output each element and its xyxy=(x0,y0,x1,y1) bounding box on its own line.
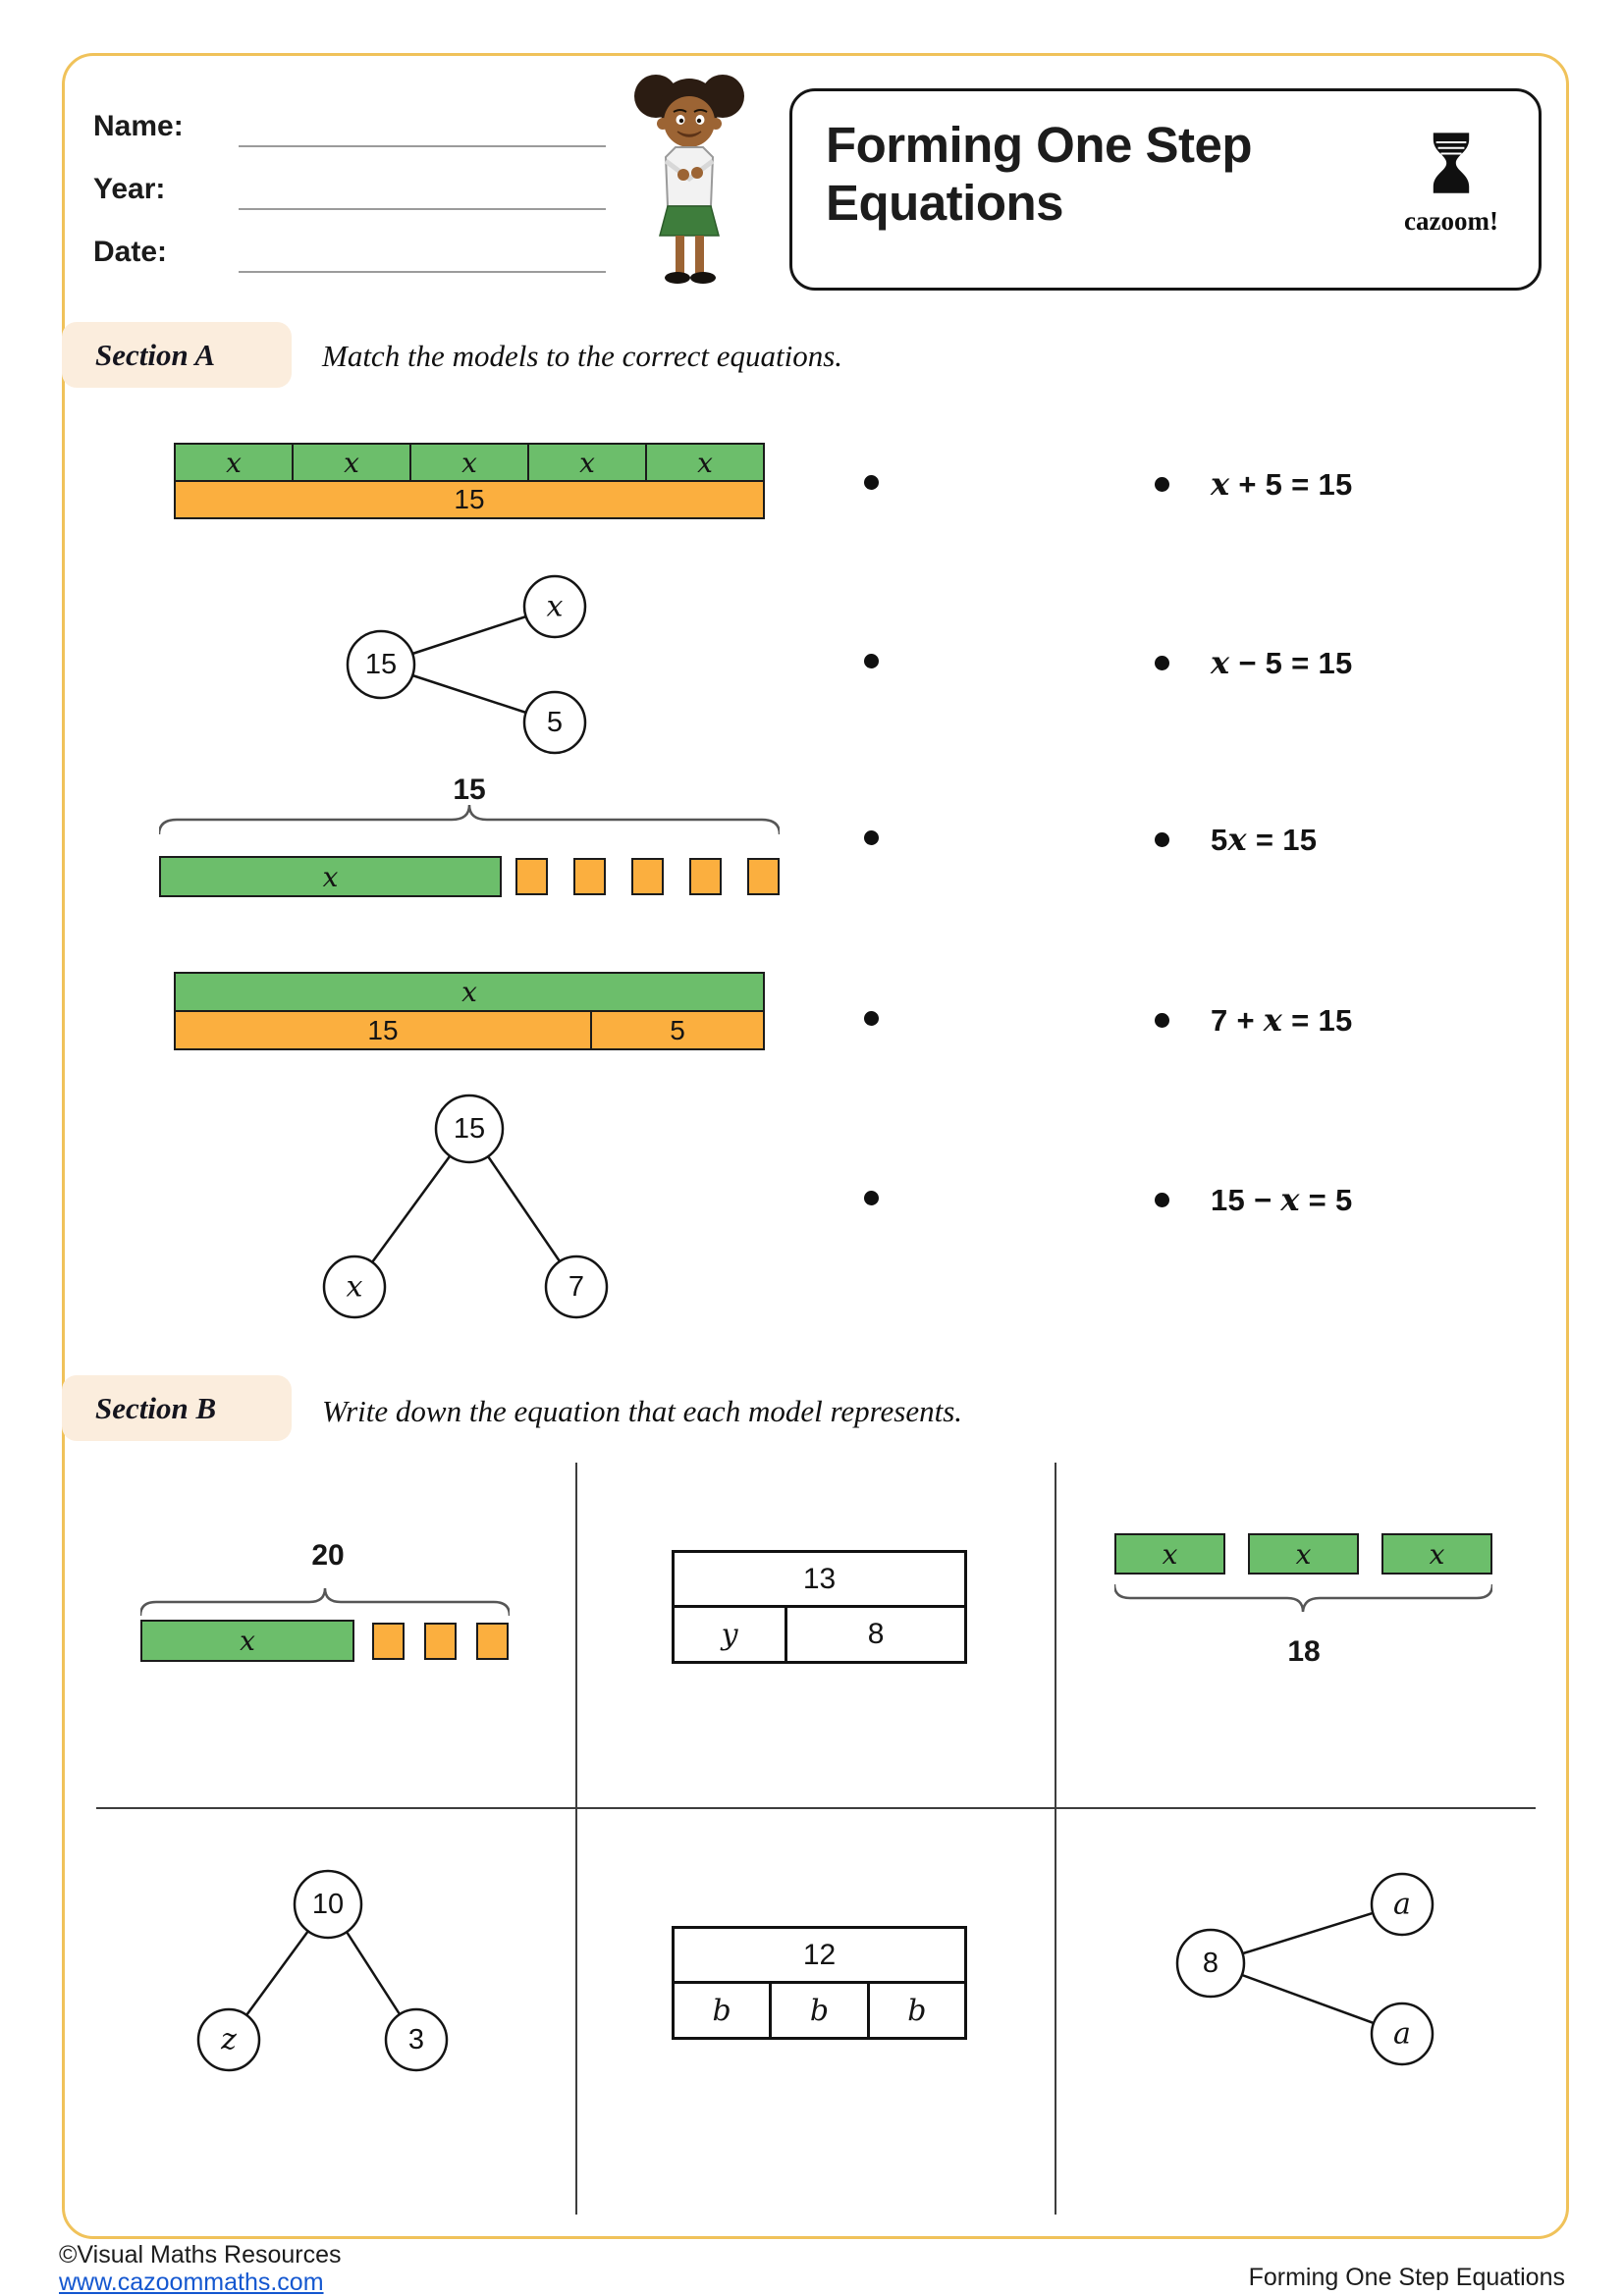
underbrace xyxy=(1114,1584,1492,1612)
mascot-hand xyxy=(691,167,703,179)
part-value: z xyxy=(221,2022,237,2057)
match-dot-right xyxy=(1155,656,1169,670)
part-value: 5 xyxy=(546,707,564,738)
bar-model-five-x xyxy=(174,443,765,482)
connector-line xyxy=(488,1156,560,1261)
model-cell: x xyxy=(409,443,529,482)
unit-square xyxy=(631,858,664,895)
website-link[interactable]: www.cazoommaths.com xyxy=(59,2269,324,2296)
title-line-1: Forming One Step xyxy=(826,117,1253,173)
title-line-2: Equations xyxy=(826,174,1064,231)
brace-label: 18 xyxy=(1287,1635,1321,1668)
whole-value: 15 xyxy=(453,1113,486,1145)
part-whole-model-15-x-5 xyxy=(324,567,619,759)
part-whole-model-10-z-3 xyxy=(177,1867,481,2093)
model-cell: x xyxy=(1381,1533,1492,1575)
connector-line xyxy=(347,1932,400,2014)
mascot-shoe xyxy=(665,272,690,284)
overbrace xyxy=(159,805,780,834)
match-row xyxy=(1155,1001,1353,1039)
model-cell: 8 xyxy=(785,1608,964,1661)
part-value: a xyxy=(1393,1887,1411,1922)
mascot-illustration xyxy=(619,63,776,289)
date-input-line[interactable] xyxy=(239,232,606,273)
match-dot-left xyxy=(864,1011,879,1026)
mascot-leg xyxy=(695,236,704,273)
part-value: 3 xyxy=(407,2024,425,2056)
whole-value: 15 xyxy=(364,649,398,680)
section-b-label: Section B xyxy=(95,1390,217,1425)
worksheet-title xyxy=(826,117,1252,232)
part-value: x xyxy=(346,1269,363,1305)
connector-line xyxy=(1242,1975,1374,2023)
connector-line xyxy=(246,1931,308,2015)
overbrace xyxy=(140,1588,510,1616)
x-bar xyxy=(174,972,765,1012)
equation-text: 15 − x = 5 xyxy=(1211,1181,1353,1218)
table-total: 12 xyxy=(675,1929,964,1984)
unit-squares xyxy=(372,1623,509,1660)
unit-squares xyxy=(515,858,780,895)
unit-square xyxy=(424,1623,457,1660)
unit-square xyxy=(573,858,606,895)
match-dot-right xyxy=(1155,1013,1169,1028)
copyright-text: ©Visual Maths Resources xyxy=(59,2241,342,2269)
connector-line xyxy=(412,675,526,713)
mascot-leg xyxy=(676,236,684,273)
unit-square xyxy=(515,858,548,895)
part-bar-15 xyxy=(174,1010,592,1050)
part-value: 7 xyxy=(568,1271,585,1303)
x-bar-label: x xyxy=(322,860,339,893)
equation-text: 7 + x = 15 xyxy=(1211,1001,1353,1039)
table-row xyxy=(675,1608,964,1661)
model-cell: y xyxy=(675,1608,785,1661)
table-row xyxy=(675,1984,964,2037)
model-cell: x xyxy=(1248,1533,1359,1575)
bar-table-13 xyxy=(672,1550,967,1664)
bar-total-label: 15 xyxy=(454,484,485,514)
section-a-pill xyxy=(62,322,292,388)
x-bar-label: x xyxy=(240,1625,255,1657)
model-cell: x xyxy=(1114,1533,1225,1575)
name-input-line[interactable] xyxy=(239,106,606,147)
section-b-instruction: Write down the equation that each model represents. xyxy=(322,1394,963,1428)
part-whole-model-15-x-7 xyxy=(314,1085,628,1325)
part-bar-label: 15 xyxy=(367,1014,399,1045)
connector-line xyxy=(1243,1913,1373,1953)
match-row xyxy=(1155,465,1353,503)
match-row xyxy=(1155,1181,1353,1218)
x-bar-label: x xyxy=(461,976,477,1008)
title-box xyxy=(789,88,1542,291)
mascot-skirt xyxy=(660,206,719,236)
grid-divider-horizontal xyxy=(96,1807,1536,1809)
cazoom-logo xyxy=(1391,131,1511,237)
section-a-instruction: Match the models to the correct equations. xyxy=(322,339,843,373)
mascot-shoe xyxy=(690,272,716,284)
model-cell: x xyxy=(527,443,647,482)
mascot-face xyxy=(664,96,715,147)
match-dot-left xyxy=(864,1191,879,1205)
model-cell: x xyxy=(645,443,765,482)
year-label: Year: xyxy=(93,173,166,205)
brace-label: 20 xyxy=(311,1539,345,1572)
part-bar-5 xyxy=(590,1010,765,1050)
connector-line xyxy=(372,1156,450,1262)
unit-square xyxy=(372,1623,405,1660)
mascot-pupil xyxy=(697,119,701,123)
name-label: Name: xyxy=(93,110,184,142)
match-dot-right xyxy=(1155,832,1169,847)
match-dot-left xyxy=(864,830,879,845)
section-a-label: Section A xyxy=(95,337,216,372)
x-boxes xyxy=(1114,1533,1492,1575)
match-row xyxy=(1155,644,1353,681)
model-cell: b xyxy=(769,1984,866,2037)
unit-square xyxy=(476,1623,509,1660)
grid-divider-vertical xyxy=(575,1463,577,2215)
year-input-line[interactable] xyxy=(239,169,606,210)
x-bar xyxy=(140,1620,354,1662)
model-cell: b xyxy=(675,1984,769,2037)
date-label: Date: xyxy=(93,236,168,268)
part-whole-model-8-a-a xyxy=(1159,1861,1483,2077)
match-dot-left xyxy=(864,475,879,490)
model-cell: b xyxy=(867,1984,964,2037)
section-b-pill xyxy=(62,1375,292,1441)
grid-divider-vertical xyxy=(1055,1463,1056,2215)
model-cell: x xyxy=(292,443,411,482)
brace-label: 15 xyxy=(453,774,486,806)
match-row xyxy=(1155,821,1317,858)
part-bar-label: 5 xyxy=(670,1014,685,1045)
connector-line xyxy=(412,616,526,654)
part-value: a xyxy=(1393,2016,1411,2052)
footer-doc-title: Forming One Step Equations xyxy=(1248,2264,1565,2291)
match-dot-right xyxy=(1155,477,1169,492)
match-dot-left xyxy=(864,654,879,668)
mascot-pupil xyxy=(679,119,683,123)
model-cell: x xyxy=(174,443,294,482)
mascot-hand xyxy=(677,169,689,181)
equation-text: x + 5 = 15 xyxy=(1211,465,1353,503)
unit-square xyxy=(689,858,722,895)
x-bar xyxy=(159,856,502,897)
cazoom-logo-icon xyxy=(1429,131,1474,199)
part-value: x xyxy=(546,589,564,624)
bar-table-12 xyxy=(672,1926,967,2040)
equation-text: x − 5 = 15 xyxy=(1211,644,1353,681)
table-total: 13 xyxy=(675,1553,964,1608)
bar-model-total-15 xyxy=(174,480,765,519)
equation-text: 5x = 15 xyxy=(1211,821,1318,858)
unit-square xyxy=(747,858,780,895)
whole-value: 10 xyxy=(311,1889,345,1920)
match-dot-right xyxy=(1155,1193,1169,1207)
cazoom-logo-text: cazoom! xyxy=(1404,206,1498,236)
whole-value: 8 xyxy=(1202,1948,1219,1979)
